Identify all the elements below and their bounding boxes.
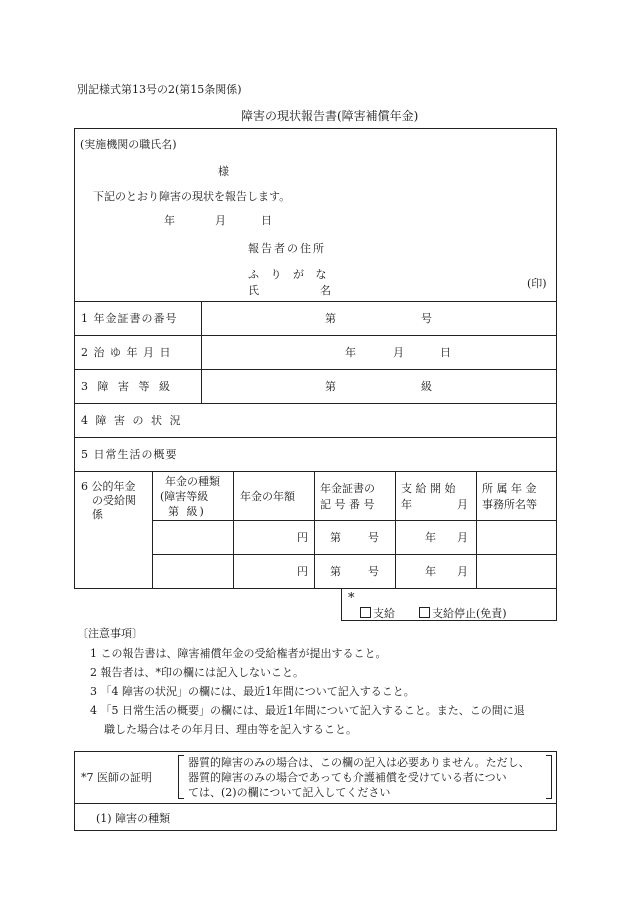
option-pay-label: 支給: [373, 607, 395, 620]
row-divider: [74, 369, 557, 370]
pay-checkbox[interactable]: [360, 607, 371, 618]
doctor-note-line3: ては、(2)の欄について記入してください: [188, 786, 391, 799]
row3-kyu: 級: [421, 380, 432, 393]
row2-year: 年: [345, 346, 356, 359]
date-year-label: 年: [164, 214, 175, 227]
pension-row2-month: 月: [457, 565, 468, 578]
col-kind-line1: 年金の種類: [165, 475, 220, 488]
bracket-left: [178, 755, 184, 799]
date-month-label: 月: [215, 214, 226, 227]
name-label-mei: 名: [320, 284, 331, 297]
pension-row-divider: [152, 554, 557, 555]
option-stop-label: 支給停止(免責): [432, 607, 507, 620]
row-divider: [74, 403, 557, 404]
form-reference: 別記様式第13号の2(第15条関係): [77, 83, 242, 96]
col-office-line1: 所 属 年 金: [482, 482, 537, 495]
pension-row1-dai: 第: [330, 531, 341, 544]
note-item: 職した場合はその年月日、理由等を記入すること。: [104, 723, 357, 736]
pension-row2-dai: 第: [330, 565, 341, 578]
row-divider: [74, 471, 557, 472]
reporter-address-label: 報告者の住所: [248, 242, 326, 255]
addressee-label: (実施機関の職氏名): [80, 138, 177, 151]
option-stop: [419, 607, 507, 619]
seal-mark: (印): [527, 277, 547, 290]
pension-label-line2: の受給関: [92, 494, 136, 507]
pension-row1-yen: 円: [297, 531, 308, 544]
note-item: 1 この報告書は、障害補償年金の受給権者が提出すること。: [90, 647, 387, 660]
pension-label-line3: 係: [92, 508, 103, 521]
label-column-divider: [201, 301, 202, 403]
pension-row-divider: [152, 520, 557, 521]
col-kind-line2: (障害等級: [160, 490, 209, 503]
row5-label: 5 日常生活の概要: [81, 448, 178, 461]
document-title: 障害の現状報告書(障害補償年金): [241, 109, 419, 123]
pension-row1-year: 年: [425, 531, 436, 544]
doctor-cert-label: *7 医師の証明: [81, 771, 152, 784]
pension-col-divider: [152, 471, 153, 589]
row1-dai: 第: [325, 312, 336, 325]
pension-row2-yen: 円: [297, 565, 308, 578]
pension-col-divider: [314, 471, 315, 589]
pension-col-divider: [476, 471, 477, 589]
pension-row2-go: 号: [368, 565, 379, 578]
name-label-shi: 氏: [248, 284, 259, 297]
pension-row2-year: 年: [425, 565, 436, 578]
col-start-line2a: 年: [401, 498, 412, 511]
row4-label: 4 障 害 の 状 況: [81, 414, 183, 427]
row2-month: 月: [393, 346, 404, 359]
col-cert-line2: 記 号 番 号: [320, 498, 375, 511]
doctor-note-line2: 器質的障害のみの場合であっても介護補償を受けている者につい: [188, 771, 507, 784]
pension-col-divider: [395, 471, 396, 589]
row3-dai: 第: [325, 380, 336, 393]
note-item: 4 「5 日常生活の概要」の欄には、最近1年間について記入すること。また、この間に退: [90, 704, 525, 717]
doctor-note-line1: 器質的障害のみの場合は、この欄の記入は必要ありません。ただし、: [188, 756, 530, 769]
pension-row1-month: 月: [457, 531, 468, 544]
option-pay: [360, 607, 395, 619]
row-divider: [74, 437, 557, 438]
col-amount: 年金の年額: [240, 490, 295, 503]
note-item: 3 「4 障害の状況」の欄には、最近1年間について記入すること。: [90, 685, 415, 698]
row1-label: 1 年金証書の番号: [81, 312, 178, 325]
row2-label: 2 治 ゆ 年 月 日: [81, 346, 172, 359]
col-kind-line3: 第 級): [168, 505, 206, 518]
col-cert-line1: 年金証書の: [320, 482, 375, 495]
row2-day: 日: [440, 346, 451, 359]
note-item: 2 報告者は、*印の欄には記入しないこと。: [90, 666, 304, 679]
row3-label: 3 障 害 等 級: [81, 380, 173, 393]
col-office-line2: 事務所名等: [482, 498, 537, 511]
pension-col-divider: [233, 471, 234, 589]
doctor-row-divider: [74, 803, 557, 804]
honorific-sama: 様: [218, 165, 229, 178]
row1-go: 号: [421, 312, 432, 325]
col-start-line2b: 月: [457, 498, 468, 511]
col-start-line1: 支 給 開 始: [401, 482, 456, 495]
doctor-sub1-label: (1) 障害の種類: [96, 812, 171, 825]
date-day-label: 日: [261, 214, 272, 227]
furigana-label: ふ り が な: [248, 268, 331, 281]
report-statement: 下記のとおり障害の現状を報告します。: [93, 190, 291, 203]
row-divider: [74, 301, 557, 302]
office-use-asterisk: *: [348, 591, 355, 606]
stop-checkbox[interactable]: [419, 607, 430, 618]
pension-label-line1: 6 公的年金: [81, 480, 136, 493]
row-divider: [74, 335, 557, 336]
bracket-right: [546, 755, 552, 799]
pension-row1-go: 号: [368, 531, 379, 544]
notes-heading: 〔注意事項〕: [77, 627, 143, 640]
